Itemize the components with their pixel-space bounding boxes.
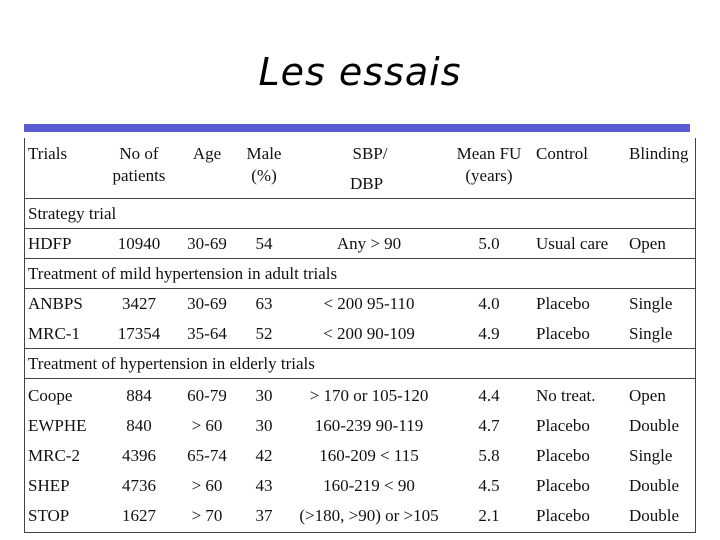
cell-sbp-dbp: 160-209 < 115 [319, 446, 419, 465]
cell-sbp-dbp: 160-239 90-119 [314, 416, 424, 435]
cell-blinding: Single [629, 294, 673, 313]
cell-mean-fu: 4.9 [478, 324, 500, 343]
cell-mean-fu: 2.1 [478, 506, 500, 525]
table-row [25, 318, 695, 349]
cell-mean-fu: 4.0 [478, 294, 500, 313]
cell-sbp-dbp: < 200 90-109 [323, 324, 415, 343]
table-row [25, 380, 695, 410]
cell-control: No treat. [536, 386, 596, 405]
cell-age: 35-64 [187, 324, 227, 343]
cell-blinding: Single [629, 324, 673, 343]
cell-sbp-dbp: > 170 or 105-120 [309, 386, 429, 405]
cell-trial: Coope [28, 386, 73, 405]
cell-trial: SHEP [28, 476, 70, 495]
cell-blinding: Double [629, 506, 680, 525]
cell-male: 30 [255, 416, 273, 435]
table-row [25, 228, 695, 259]
cell-trial: STOP [28, 506, 70, 525]
cell-patients: 10940 [117, 234, 161, 253]
cell-trial: HDFP [28, 234, 72, 253]
section-label: Treatment of hypertension in elderly trials [28, 354, 315, 373]
title-underline-bar [24, 124, 690, 132]
cell-male: 52 [255, 324, 273, 343]
cell-mean-fu: 4.5 [478, 476, 500, 495]
cell-control: Placebo [536, 476, 590, 495]
table-row [25, 470, 695, 500]
cell-patients: 4396 [122, 446, 156, 465]
header-mean-fu: Mean FU [456, 144, 522, 163]
cell-control: Usual care [536, 234, 609, 253]
cell-sbp-dbp: < 200 95-110 [323, 294, 415, 313]
header-age: Age [192, 144, 222, 163]
cell-control: Placebo [536, 294, 590, 313]
header-mean-fu-unit: (years) [465, 166, 513, 185]
table-header-row [25, 138, 695, 199]
header-dbp: DBP [350, 174, 384, 193]
cell-patients: 3427 [122, 294, 156, 313]
section-label: Strategy trial [28, 204, 117, 223]
cell-blinding: Open [629, 386, 666, 405]
section-label-row [25, 258, 695, 289]
cell-trial: EWPHE [28, 416, 87, 435]
cell-age: > 60 [191, 416, 223, 435]
cell-male: 37 [255, 506, 273, 525]
section-label: Treatment of mild hypertension in adult trials [28, 264, 338, 283]
cell-control: Placebo [536, 446, 590, 465]
cell-sbp-dbp: Any > 90 [336, 234, 402, 253]
cell-patients: 4736 [122, 476, 156, 495]
cell-blinding: Single [629, 446, 673, 465]
cell-male: 63 [255, 294, 273, 313]
cell-blinding: Double [629, 476, 680, 495]
header-trials: Trials [28, 144, 68, 163]
page-title: Les essais [258, 50, 462, 94]
header-no-of: No of [119, 144, 159, 163]
cell-age: 30-69 [187, 294, 227, 313]
section-label-row [25, 198, 695, 229]
cell-sbp-dbp: 160-219 < 90 [323, 476, 415, 495]
section-label-row [25, 348, 695, 379]
cell-control: Placebo [536, 416, 590, 435]
table-row [25, 440, 695, 470]
cell-trial: ANBPS [28, 294, 83, 313]
header-control: Control [536, 144, 588, 163]
cell-patients: 17354 [117, 324, 161, 343]
cell-control: Placebo [536, 324, 590, 343]
header-male: Male [246, 144, 282, 163]
cell-age: 60-79 [187, 386, 227, 405]
cell-trial: MRC-1 [28, 324, 80, 343]
cell-control: Placebo [536, 506, 590, 525]
cell-patients: 840 [126, 416, 152, 435]
cell-patients: 1627 [122, 506, 156, 525]
header-patients: patients [112, 166, 166, 185]
cell-age: 65-74 [187, 446, 227, 465]
cell-age: 30-69 [187, 234, 227, 253]
header-blinding: Blinding [629, 144, 689, 163]
table-row [25, 410, 695, 440]
cell-trial: MRC-2 [28, 446, 80, 465]
table-row [25, 500, 695, 530]
cell-mean-fu: 5.0 [478, 234, 500, 253]
cell-sbp-dbp: (>180, >90) or >105 [299, 506, 439, 525]
cell-blinding: Double [629, 416, 680, 435]
cell-age: > 60 [191, 476, 223, 495]
cell-male: 42 [255, 446, 273, 465]
cell-male: 30 [255, 386, 273, 405]
cell-age: > 70 [191, 506, 223, 525]
cell-mean-fu: 4.7 [478, 416, 500, 435]
header-male-pct: (%) [251, 166, 277, 185]
header-sbp: SBP/ [352, 144, 388, 163]
trials-table [24, 138, 696, 533]
cell-mean-fu: 4.4 [478, 386, 500, 405]
table-row [25, 288, 695, 318]
cell-male: 43 [255, 476, 273, 495]
cell-patients: 884 [126, 386, 152, 405]
cell-male: 54 [255, 234, 273, 253]
cell-blinding: Open [629, 234, 666, 253]
cell-mean-fu: 5.8 [478, 446, 500, 465]
